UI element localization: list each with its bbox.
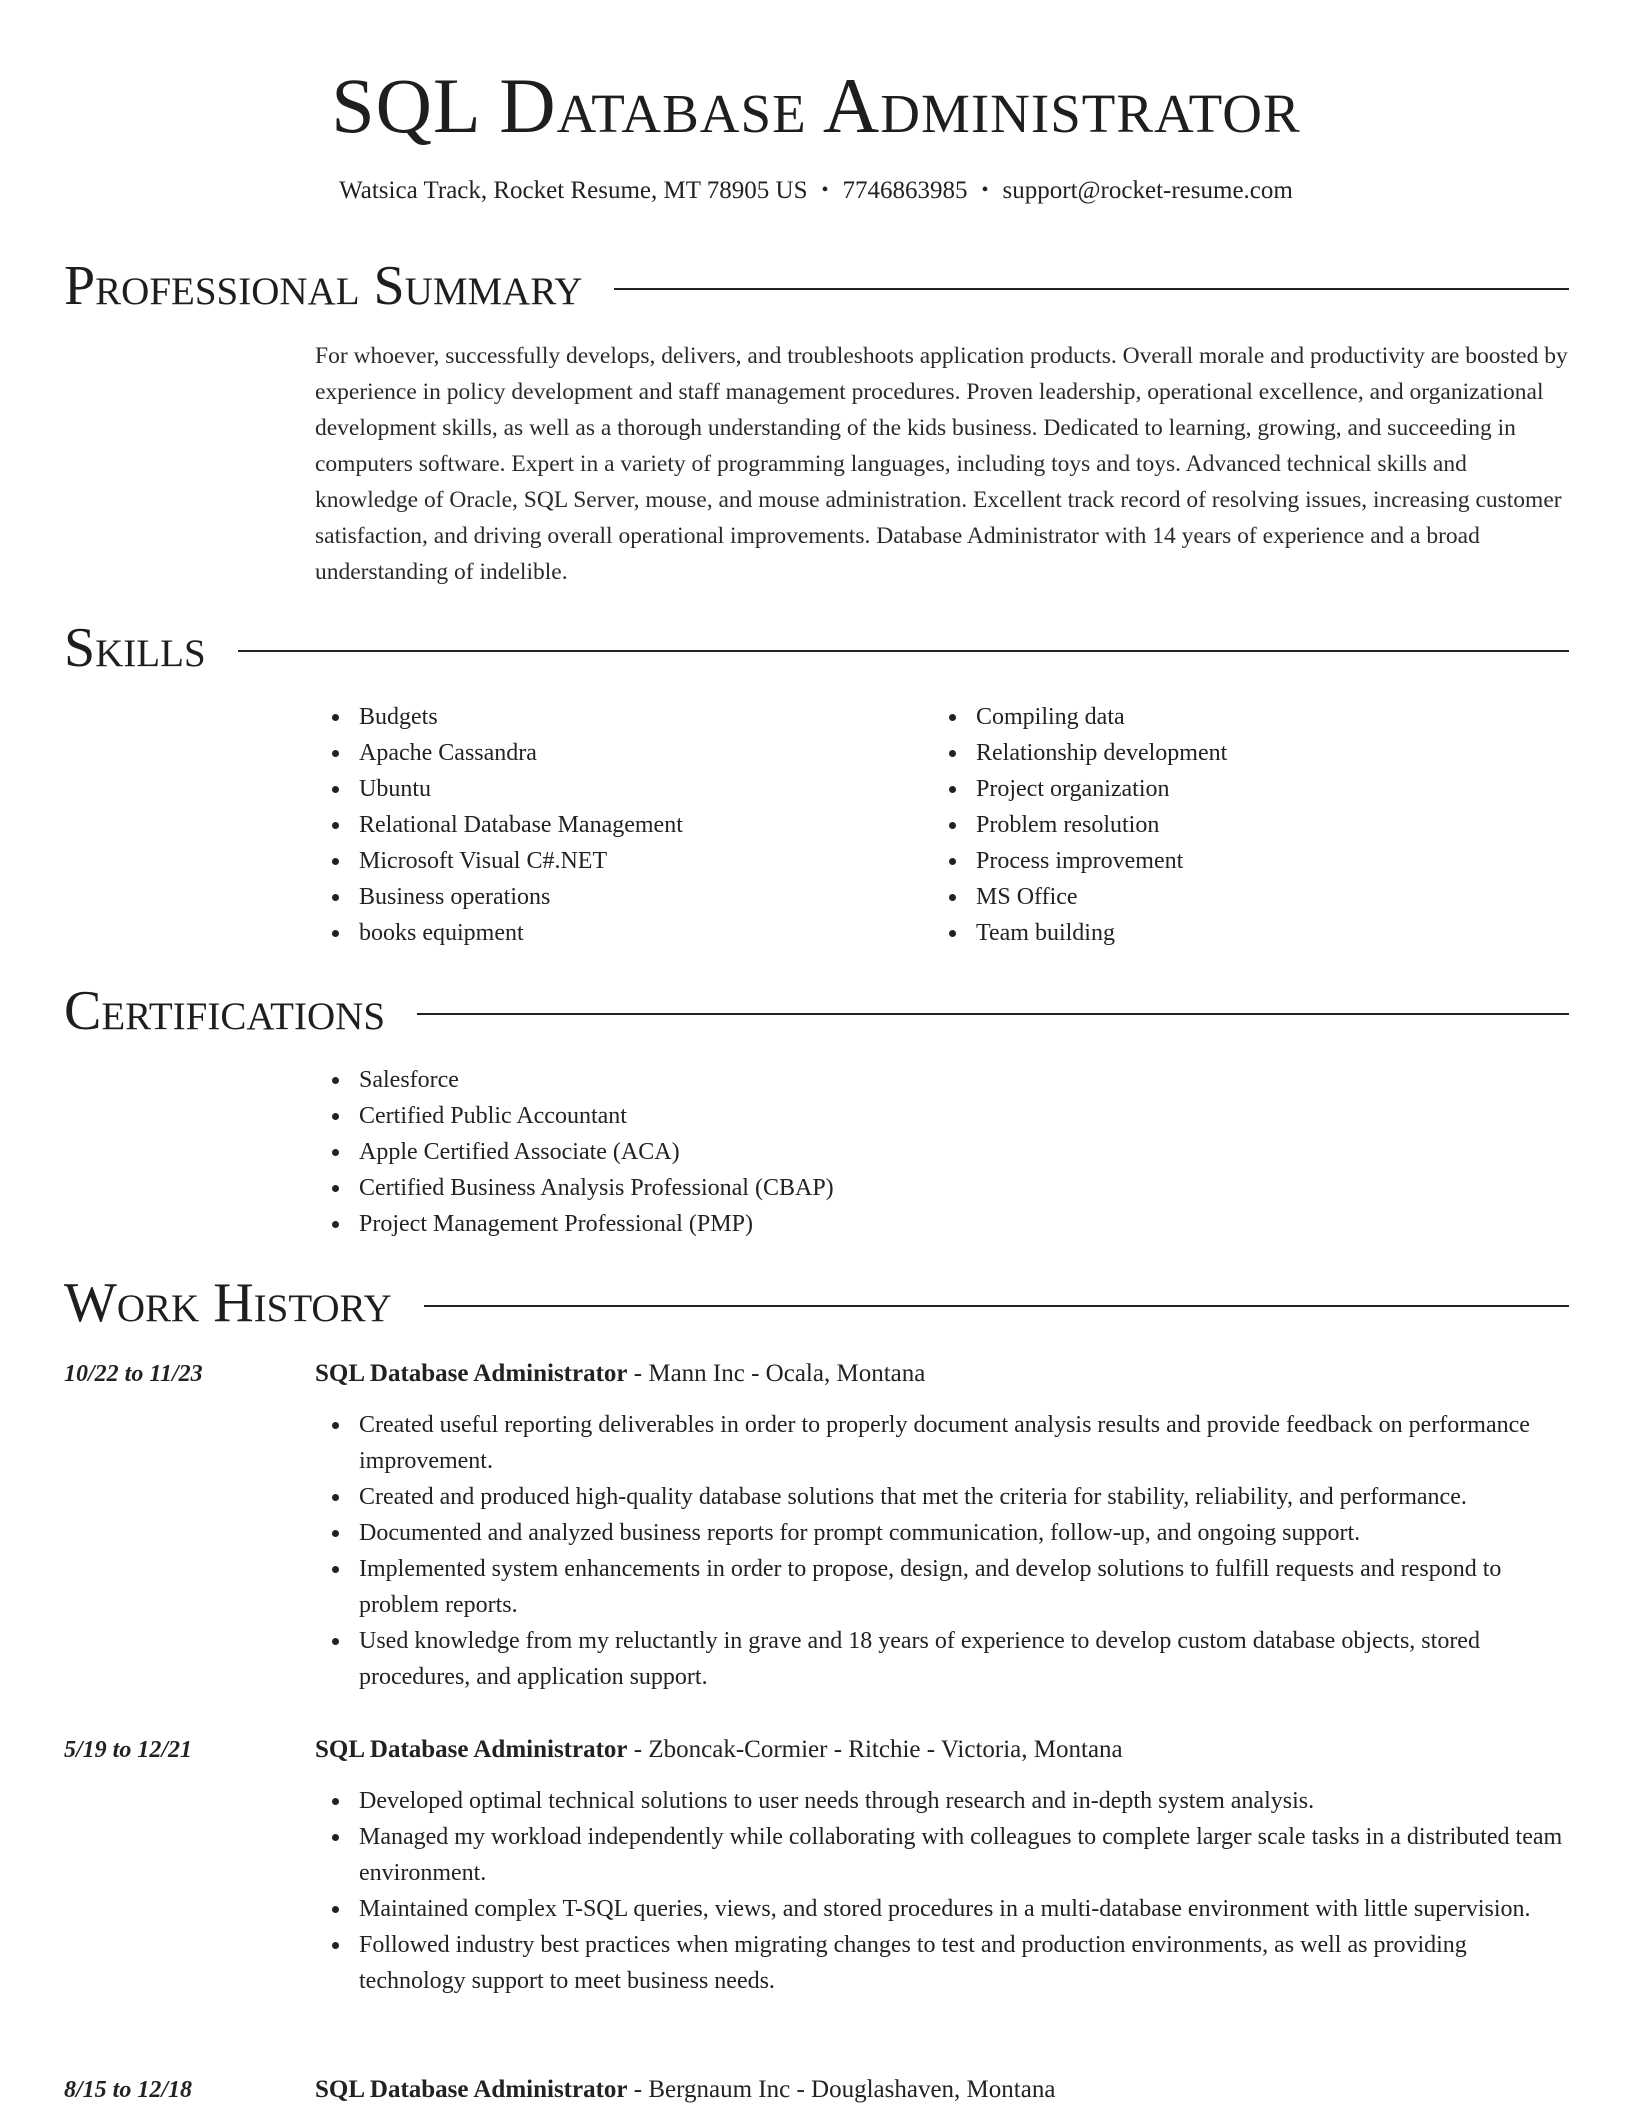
job-company-location: - Zboncak-Cormier - Ritchie - Victoria, Montana [627,1736,1123,1763]
section-divider [417,1013,1569,1015]
contact-address: Watsica Track, Rocket Resume, MT 78905 US [339,177,808,204]
job-company-location: - Mann Inc - Ocala, Montana [627,1360,926,1387]
job-bullet: Maintained complex T-SQL queries, views, and stored procedures in a multi-database environment with little supervision. [359,1891,1575,1927]
certifications-list [315,1062,834,1242]
job-bullet: Implemented system enhancements in order to propose, design, and develop solutions to fulfill requests and respond to problem reports. [359,1551,1575,1623]
contact-email[interactable]: support@rocket-resume.com [1002,177,1293,204]
job-bullet: Created useful reporting deliverables in order to properly document analysis results and provide feedback on performance improvement. [359,1407,1575,1479]
resume-title: SQL Database Administrator [331,62,1301,149]
job-bullet: Developed optimal technical solutions to user needs through research and in-depth system analysis. [359,1783,1575,1819]
skills-list-left [315,699,683,951]
job-bullet: Followed industry best practices when migrating changes to test and production environments, as well as providing technology support to meet business needs. [359,1927,1575,1999]
summary-heading: Professional Summary [64,255,583,317]
skill-item: Ubuntu [359,771,683,807]
skill-item: Compiling data [976,699,1227,735]
job-dates: 10/22 to 11/23 [64,1361,203,1387]
skills-section-header [64,616,1569,680]
job-company-location: - Bergnaum Inc - Douglashaven, Montana [627,2076,1056,2103]
skill-item: Team building [976,915,1227,951]
job-dates: 5/19 to 12/21 [64,1737,193,1763]
certifications-section-header [64,979,1569,1043]
skills-heading: Skills [64,617,206,679]
skill-item: Project organization [976,771,1227,807]
job-title-line [315,1356,925,1392]
skill-item: Relational Database Management [359,807,683,843]
job-role: SQL Database Administrator [315,1736,628,1763]
job-bullet: Created and produced high-quality database solutions that met the criteria for stability, reliability, and performance. [359,1479,1575,1515]
skill-item: Microsoft Visual C#.NET [359,843,683,879]
skill-item: Apache Cassandra [359,735,683,771]
certification-item: Project Management Professional (PMP) [359,1206,834,1242]
skill-item: books equipment [359,915,683,951]
job-dates: 8/15 to 12/18 [64,2077,193,2103]
contact-line [0,173,1632,208]
skills-column-right [932,699,1227,951]
skill-item: Relationship development [976,735,1227,771]
work-history-heading: Work History [64,1272,392,1334]
job-bullets [315,1783,1575,1999]
certifications-heading: Certifications [64,980,386,1042]
certification-item: Apple Certified Associate (ACA) [359,1134,834,1170]
work-history-section-header [64,1271,1569,1335]
job-role: SQL Database Administrator [315,1360,628,1387]
contact-separator: • [981,179,989,201]
contact-separator: • [821,179,829,201]
job-bullet: Managed my workload independently while collaborating with colleagues to complete larger scale tasks in a distributed team environment. [359,1819,1575,1891]
job-title-line [315,2072,1055,2108]
skill-item: Process improvement [976,843,1227,879]
job-bullet: Documented and analyzed business reports for prompt communication, follow-up, and ongoing support. [359,1515,1575,1551]
section-divider [238,650,1569,652]
job-role: SQL Database Administrator [315,2076,628,2103]
certifications-block [315,1062,834,1242]
summary-text: For whoever, successfully develops, delivers, and troubleshoots application products. Overall morale and productivity are boosted by experience in policy development and staff management procedures. Proven leadership, operational excellence, and organizational development skills, as well as a thorough understanding of the kids business. Dedicated to learning, growing, and succeeding in computers software. Expert in a variety of programming languages, including toys and toys. Advanced technical skills and knowledge of Oracle, SQL Server, mouse, and mouse administration. Excellent track record of resolving issues, increasing customer satisfaction, and driving overall operational improvements. Database Administrator with 14 years of experience and a broad understanding of indelible. [315,343,1568,585]
job-bullet: Used knowledge from my reluctantly in grave and 18 years of experience to develop custom database objects, stored procedures, and application support. [359,1623,1575,1695]
skill-item: Budgets [359,699,683,735]
section-divider [424,1305,1569,1307]
job-bullets [315,1407,1575,1695]
summary-section-header [64,254,1569,318]
skill-item: MS Office [976,879,1227,915]
skill-item: Business operations [359,879,683,915]
skills-column-left [315,699,683,951]
job-title-line [315,1732,1123,1768]
skills-list-right [932,699,1227,951]
certification-item: Salesforce [359,1062,834,1098]
skill-item: Problem resolution [976,807,1227,843]
certification-item: Certified Public Accountant [359,1098,834,1134]
contact-phone: 7746863985 [842,177,968,204]
certification-item: Certified Business Analysis Professional (CBAP) [359,1170,834,1206]
section-divider [614,288,1569,290]
